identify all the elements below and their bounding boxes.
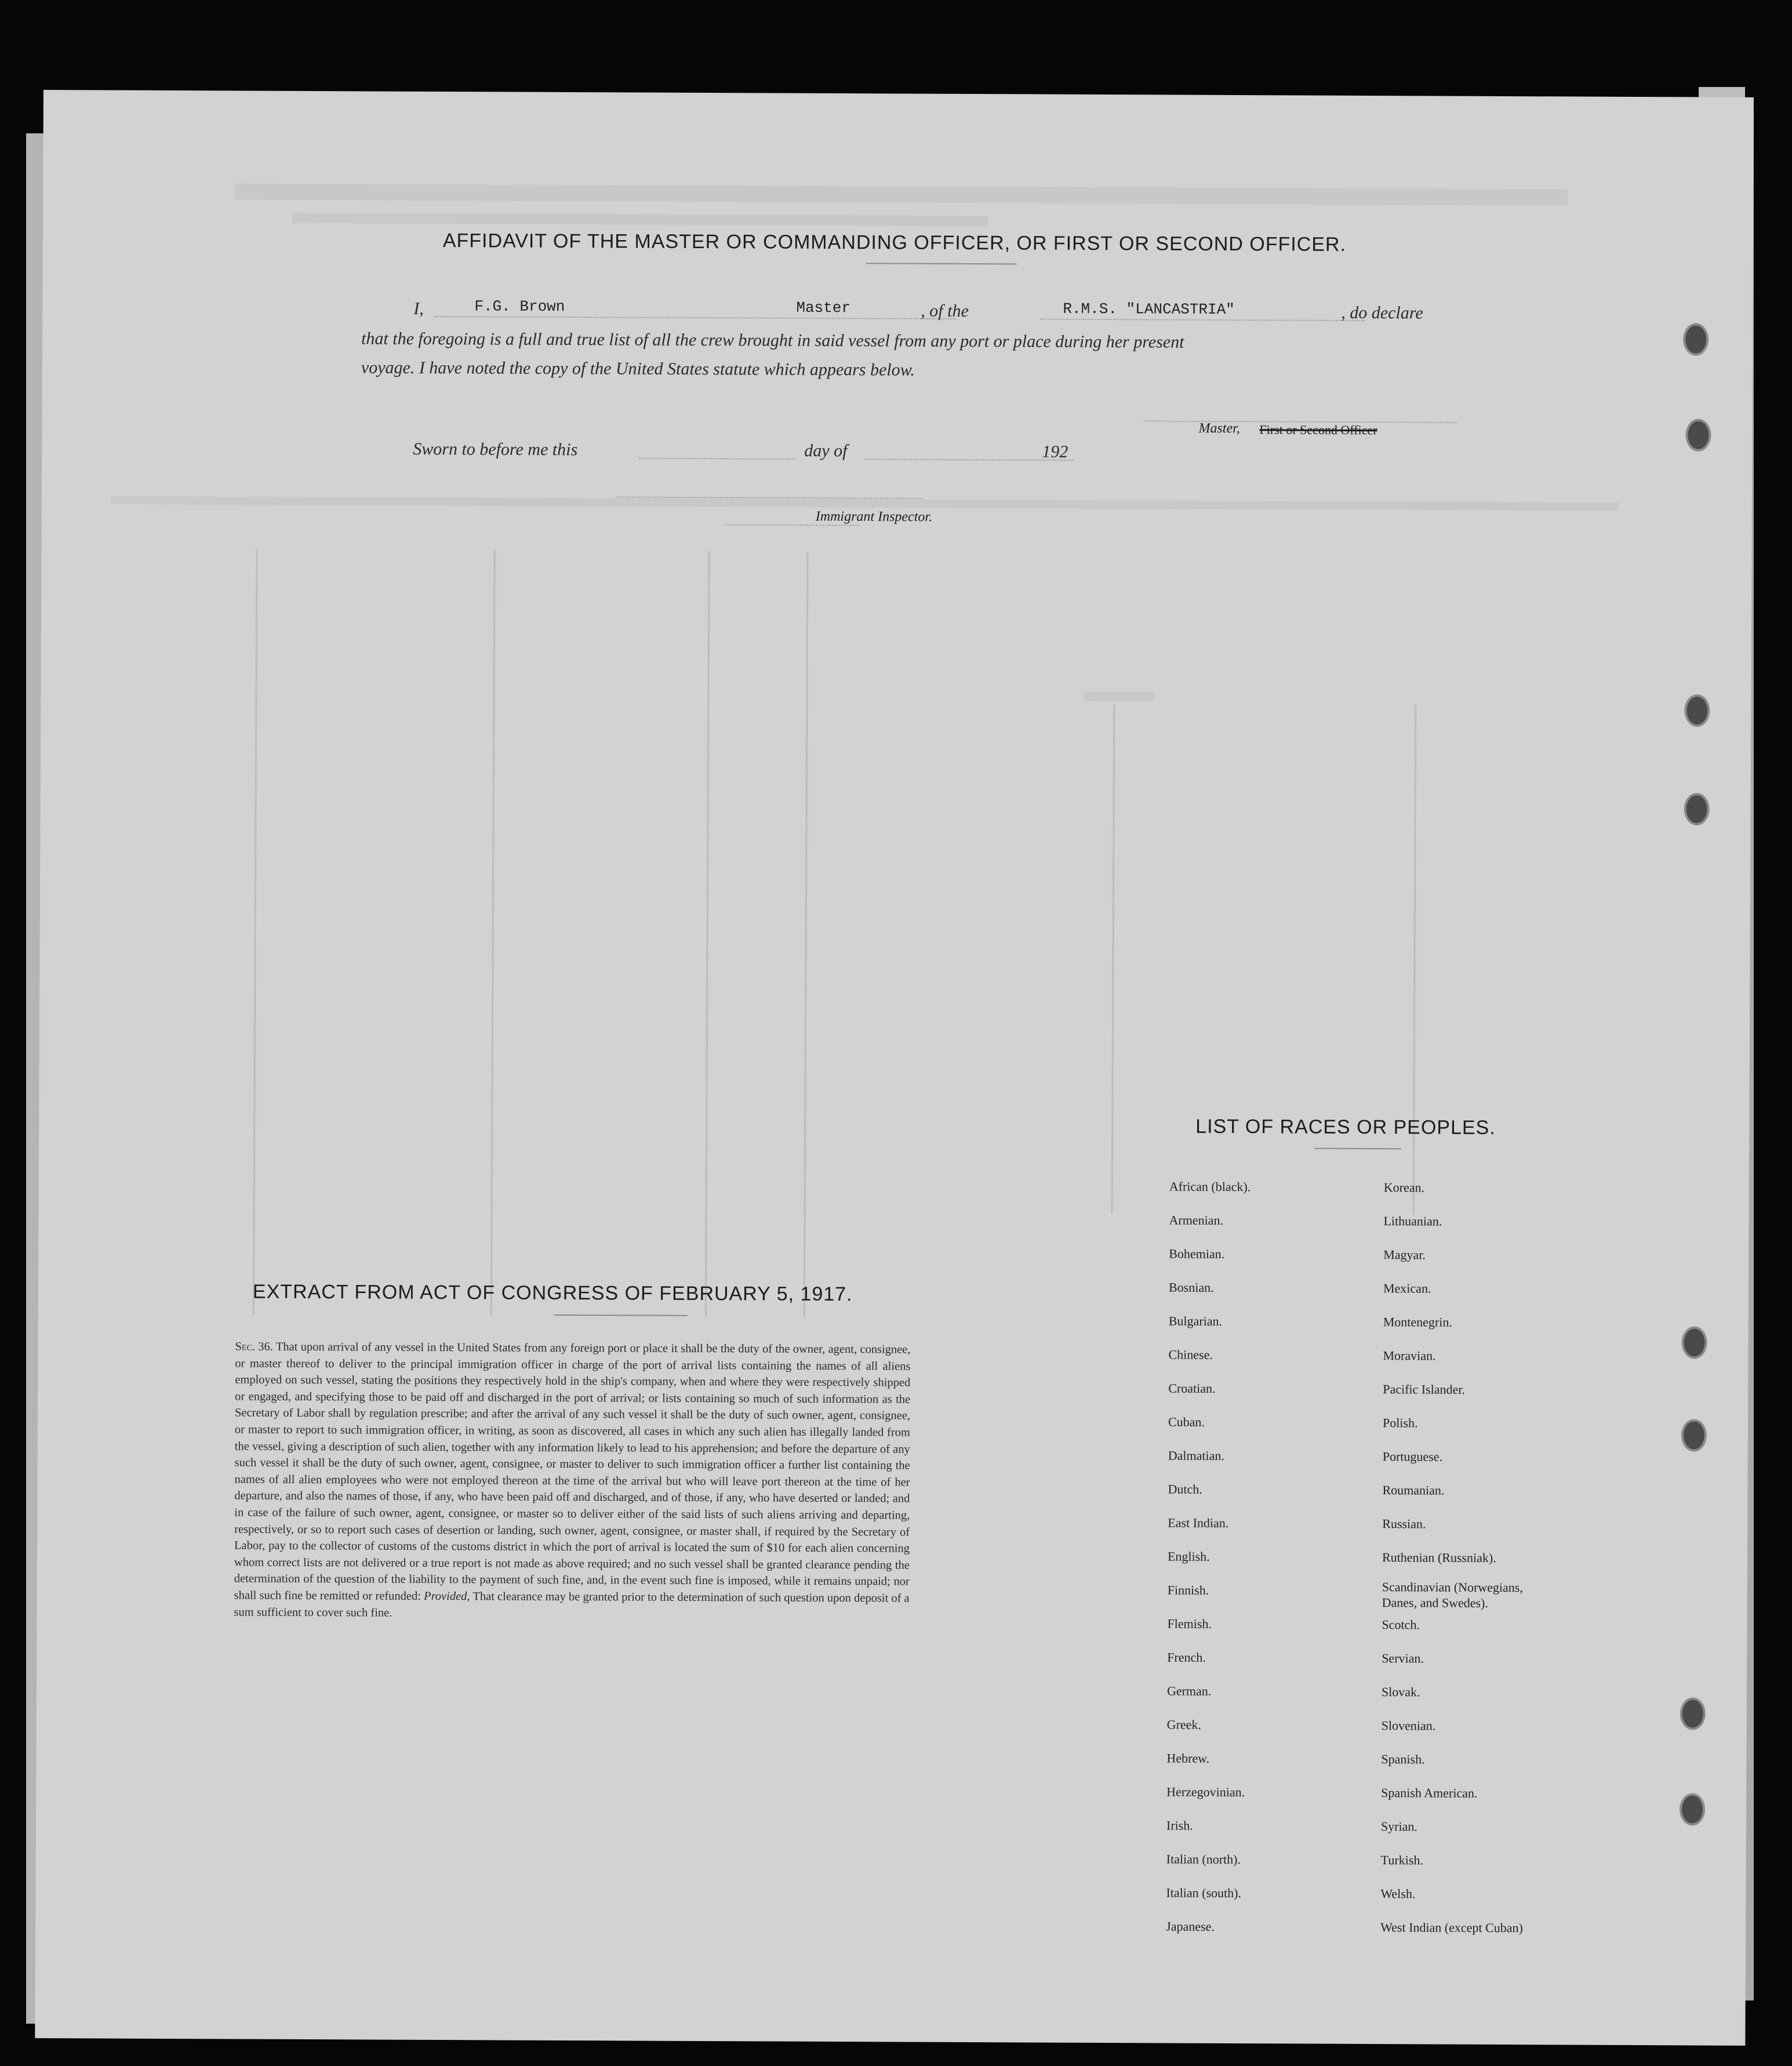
race-item: Bosnian.	[1168, 1280, 1214, 1295]
vessel-name: R.M.S. "LANCASTRIA"	[1063, 300, 1235, 318]
race-item: Welsh.	[1380, 1886, 1416, 1901]
statute-provided: Provided,	[424, 1589, 470, 1603]
race-item: Slovak.	[1381, 1684, 1420, 1700]
do-declare-label: , do declare	[1341, 303, 1423, 323]
races-title: LIST OF RACES OR PEOPLES.	[1195, 1115, 1496, 1139]
column-rule	[1111, 703, 1115, 1214]
race-item: English.	[1167, 1549, 1210, 1564]
section-label: Sec. 36.	[235, 1340, 273, 1353]
race-item: Herzegovinian.	[1166, 1784, 1245, 1800]
struck-officer-title: First or Second Officer	[1259, 422, 1377, 438]
race-item: Spanish.	[1381, 1752, 1425, 1767]
year-prefix: 192	[1042, 442, 1068, 462]
officer-rank: Master	[796, 299, 851, 317]
race-item: African (black).	[1169, 1179, 1251, 1194]
punch-hole	[1680, 1793, 1705, 1825]
race-item: Scotch.	[1382, 1617, 1420, 1632]
punch-hole	[1683, 323, 1709, 355]
race-item: Pacific Islander.	[1383, 1382, 1466, 1397]
column-rule	[253, 549, 258, 1315]
bleed-through-text	[234, 183, 1568, 205]
column-rule	[705, 551, 710, 1316]
sworn-label: Sworn to before me this	[413, 439, 578, 460]
affidavit-body-line1: that the foregoing is a full and true list of all the crew brought in said vessel from any port or place during her present	[361, 329, 1184, 352]
race-item: Dalmatian.	[1168, 1448, 1224, 1463]
punch-hole	[1681, 1419, 1707, 1451]
title-rule	[554, 1315, 688, 1316]
race-item: Irish.	[1166, 1818, 1193, 1833]
bleed-through-text	[1084, 692, 1154, 702]
race-item: Roumanian.	[1382, 1483, 1445, 1498]
fill-line	[434, 315, 955, 319]
race-item: Finnish.	[1167, 1582, 1209, 1597]
punch-hole	[1684, 793, 1709, 825]
punch-hole	[1681, 1326, 1707, 1359]
race-item: Chinese.	[1168, 1347, 1213, 1362]
race-item: Flemish.	[1167, 1616, 1212, 1631]
race-item: German.	[1166, 1683, 1212, 1698]
race-item: Montenegrin.	[1383, 1315, 1452, 1330]
race-item: Italian (north).	[1166, 1851, 1241, 1867]
race-item: Bulgarian.	[1168, 1313, 1223, 1328]
statute-end: That clearance may be granted prior to the determination of such question upon deposit of a sum sufficient to cover such fine.	[234, 1590, 910, 1620]
extract-title: EXTRACT FROM ACT OF CONGRESS OF FEBRUARY 5, 1917.	[252, 1280, 853, 1306]
race-item: Spanish American.	[1381, 1785, 1478, 1800]
race-item: Servian.	[1382, 1651, 1424, 1666]
race-item: Slovenian.	[1381, 1718, 1436, 1733]
race-item: Syrian.	[1380, 1819, 1417, 1834]
punch-hole	[1684, 694, 1710, 727]
affidavit-body-line2: voyage. I have noted the copy of the United States statute which appears below.	[361, 358, 915, 380]
race-item: Bohemian.	[1169, 1246, 1225, 1261]
race-item: Cuban.	[1168, 1414, 1205, 1429]
column-rule	[804, 551, 809, 1317]
title-rule	[1314, 1148, 1401, 1150]
day-of-label: day of	[804, 441, 848, 461]
race-item: Italian (south).	[1166, 1885, 1242, 1901]
bleed-through-text	[292, 213, 988, 226]
statute-body: That upon arrival of any vessel in the United States from any foreign port or place it shall be the duty of the owner, agent, consignee, or master thereof to deliver to the principal immigration officer in charge of the port of arrival lists containing the names of all aliens employed on such vessel, stating the positions they respectively hold in the ship's company, when and where they were respectively shipped or engaged, and specifying those to be paid off and discharged in the port of arrival; or lists containing so much of such information as the Secretary of Labor shall by regulation prescribe; and after the arrival of any such vessel it shall be the duty of such owner, agent, consignee, or master to report to such immigration officer, in writing, as soon as discovered, all cases in which any such alien has illegally landed from the vessel, giving a description of such alien, together with any information likely to lead to his apprehension; and before the departure of any such vessel it shall be the duty of such owner, agent, consignee, or master to deliver to such immigration officer a further list containing the names of all alien employees who were not employed thereon at the time of the arrival but who will leave port thereon at the time of her departure, and also the names of those, if any, who have been paid off and discharged, and of those, if any, who have deserted or landed; and in case of the failure of such owner, agent, consignee, or master so to deliver either of the said lists of such aliens arriving and departing, respectively, or so to report such cases of desertion or landing, such owner, agent, consignee, or master shall, if required by the Secretary of Labor, pay to the collector of customs of the customs district in which the port of arrival is located the sum of $10 for each alien concerning whom correct lists are not delivered or a true report is not made as above required; and no such vessel shall be granted clearance pending the determination of the question of the liability to the payment of such fine, and, in the event such fine is imposed, while it remains unpaid; nor shall such fine be remitted or refunded:	[234, 1340, 911, 1603]
race-item: Korean.	[1383, 1180, 1425, 1195]
race-item: Dutch.	[1168, 1482, 1202, 1497]
affidavit-pronoun: I,	[413, 299, 424, 318]
punch-hole	[1685, 419, 1711, 451]
race-item: Polish.	[1382, 1415, 1418, 1430]
fill-line	[639, 456, 795, 459]
punch-hole	[1680, 1697, 1706, 1730]
column-rule	[490, 550, 496, 1315]
race-item: Scandinavian (Norwegians, Danes, and Swedes).	[1382, 1580, 1523, 1610]
statute-text	[234, 1338, 910, 1623]
of-the-label: , of the	[921, 301, 969, 321]
race-item: Ruthenian (Russniak).	[1382, 1550, 1496, 1565]
race-item: Hebrew.	[1166, 1751, 1210, 1766]
title-rule	[866, 263, 1017, 264]
affidavit-title: AFFIDAVIT OF THE MASTER OR COMMANDING OFFICER, OR FIRST OR SECOND OFFICER.	[442, 230, 1347, 256]
race-item: East Indian.	[1168, 1515, 1229, 1530]
inspector-label: Immigrant Inspector.	[815, 509, 933, 525]
race-item: Greek.	[1166, 1717, 1202, 1732]
race-item: Japanese.	[1166, 1919, 1215, 1934]
race-item: West Indian (except Cuban)	[1380, 1920, 1523, 1936]
race-item: Russian.	[1382, 1516, 1426, 1531]
race-item: Croatian.	[1168, 1381, 1216, 1396]
race-item: Mexican.	[1383, 1281, 1431, 1296]
race-item: Moravian.	[1383, 1348, 1436, 1363]
race-item: Lithuanian.	[1383, 1214, 1442, 1229]
race-item: Magyar.	[1383, 1247, 1426, 1262]
race-item: Turkish.	[1380, 1853, 1423, 1868]
race-item: Portuguese.	[1382, 1449, 1443, 1464]
master-label: Master,	[1198, 420, 1240, 437]
officer-name: F.G. Brown	[474, 297, 565, 315]
manifest-sheet	[35, 90, 1754, 2046]
race-item: Armenian.	[1169, 1212, 1224, 1228]
race-item: French.	[1167, 1650, 1206, 1665]
